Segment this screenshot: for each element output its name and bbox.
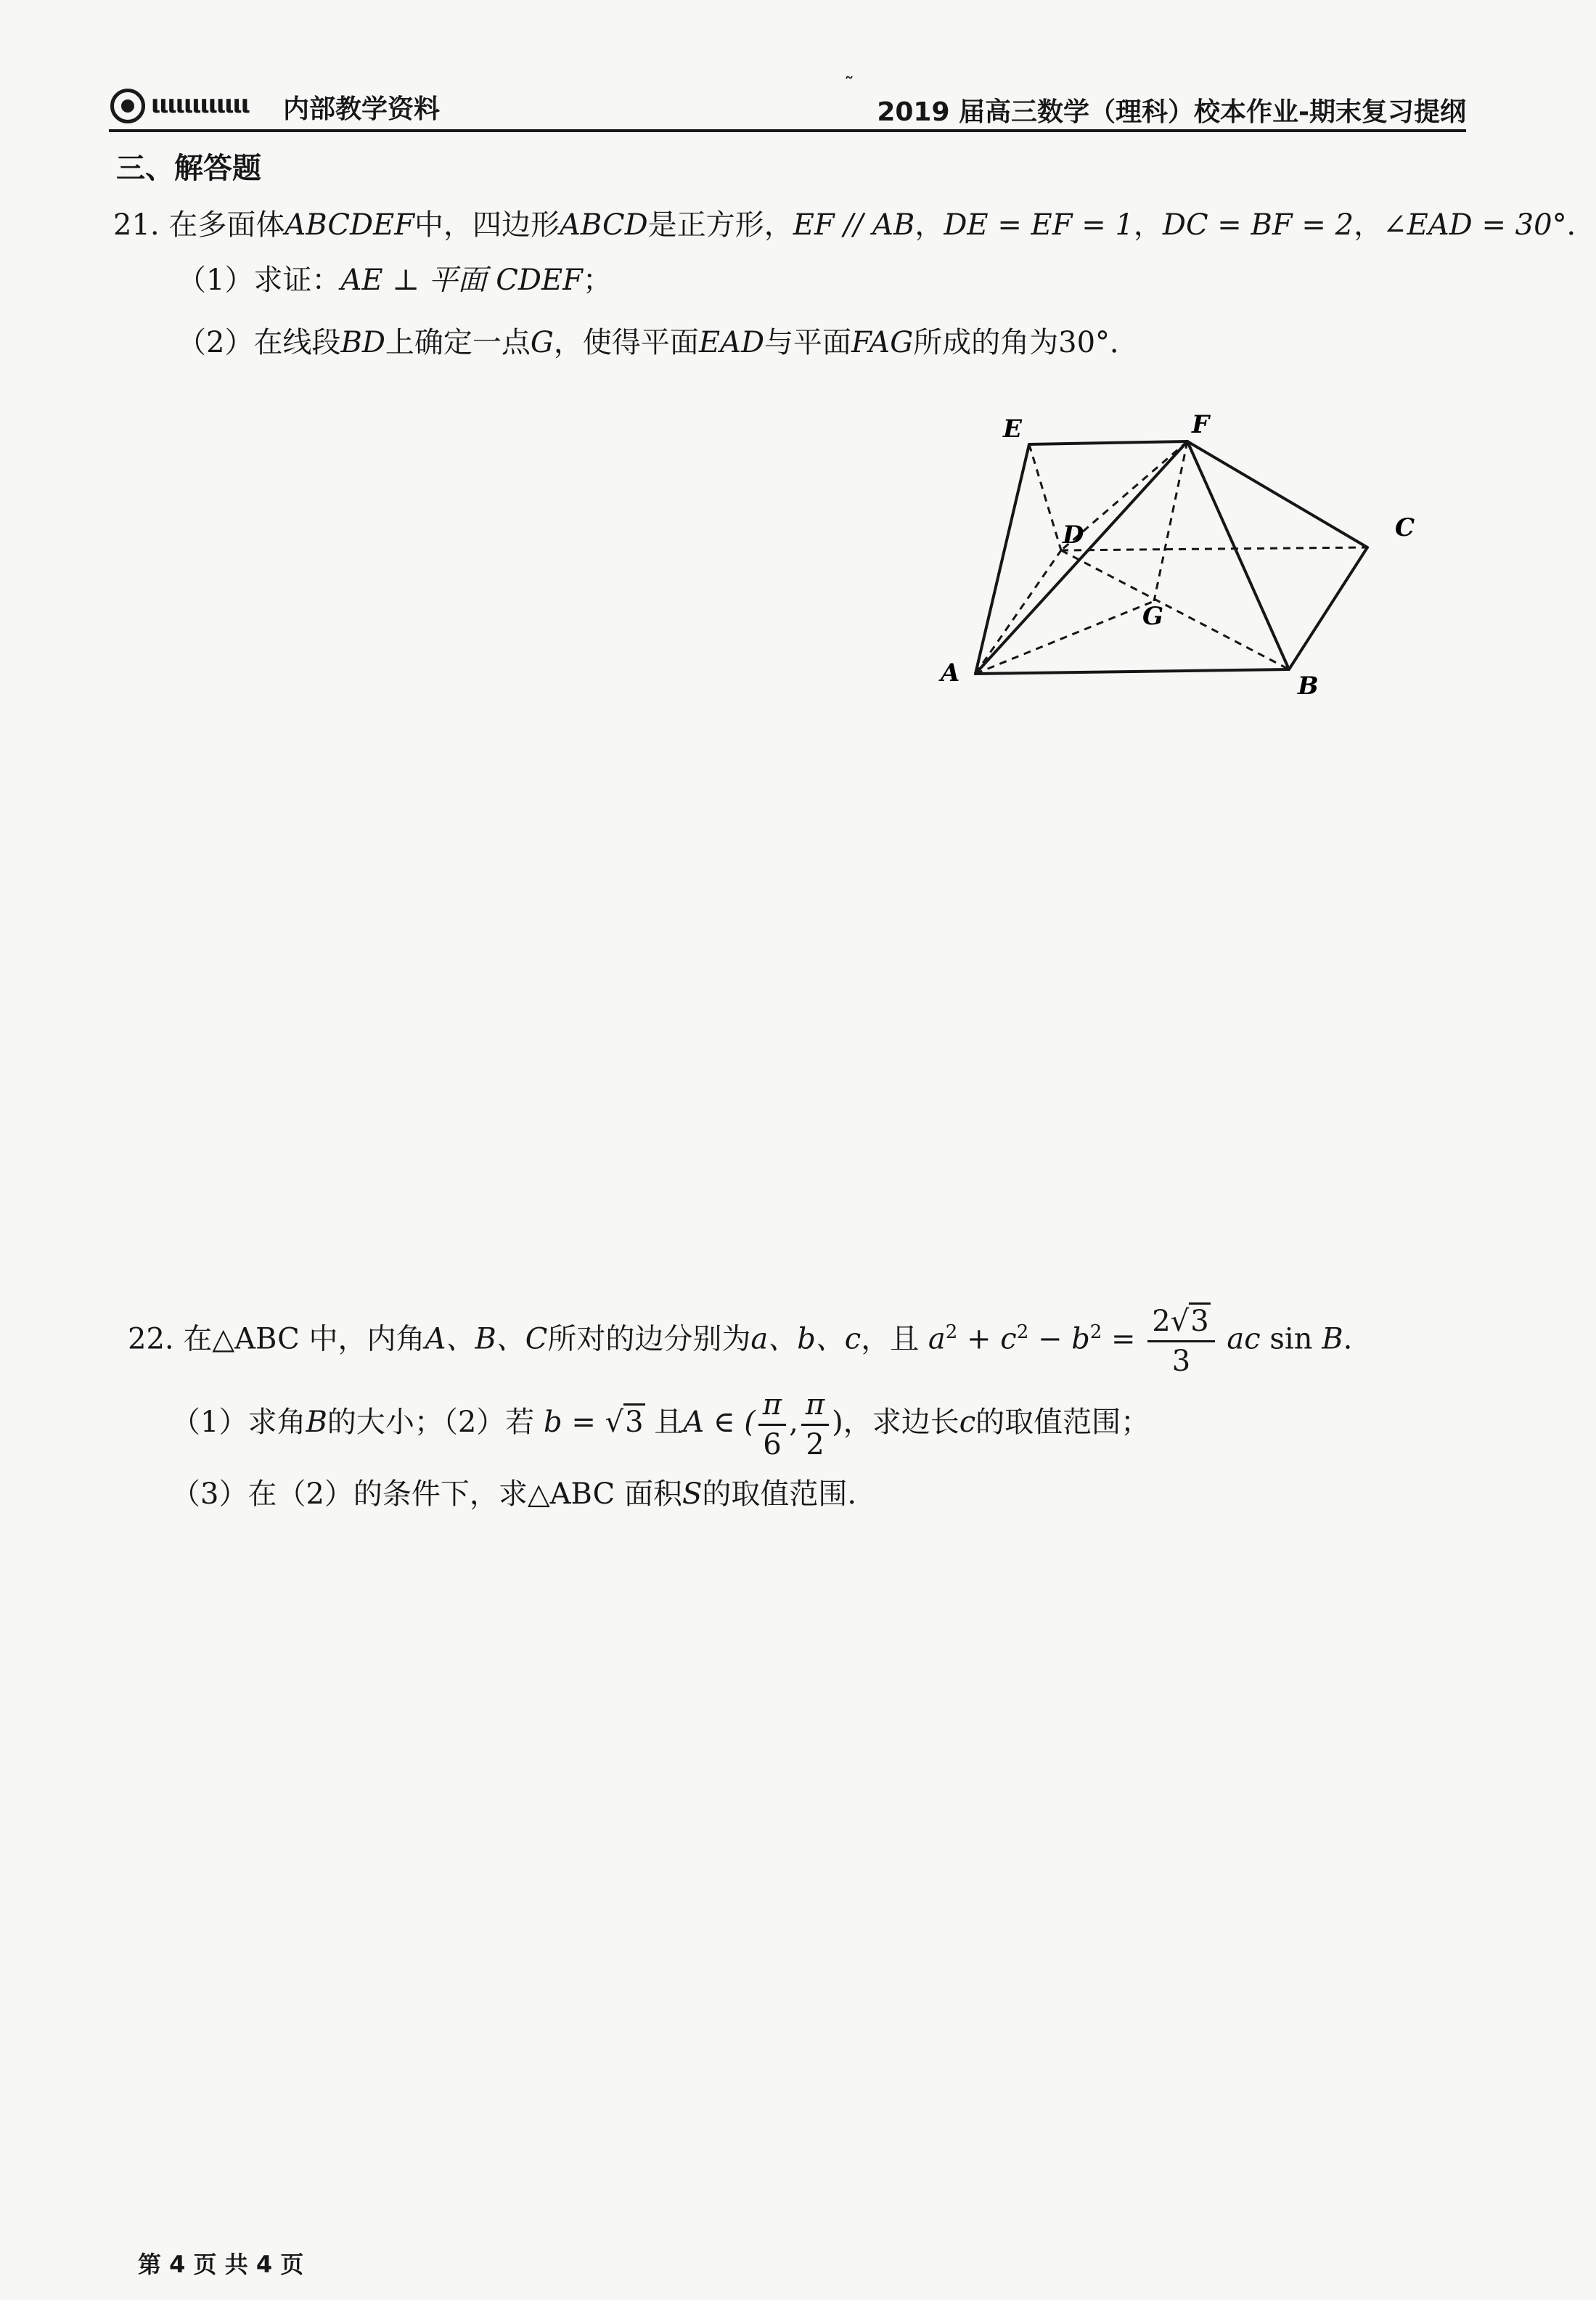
header-mark: ˜: [844, 73, 854, 97]
edge-FB: [1187, 441, 1289, 669]
label-A: A: [941, 658, 960, 688]
page-number: 第 4 页 共 4 页: [138, 2251, 304, 2278]
school-logo-text: ιιιιιιιιιιιι: [151, 90, 249, 119]
edge-DB: [1061, 550, 1289, 669]
q22-part3: （3）在（2）的条件下，求△ABC 面积S的取值范围.: [171, 1477, 857, 1511]
edge-EF: [1029, 441, 1187, 444]
edge-EA: [975, 444, 1029, 674]
label-D: D: [1063, 521, 1084, 550]
edge-AD: [975, 550, 1061, 674]
q22-frac-pi-2: $\frac{\pi}{2}$: [801, 1390, 829, 1459]
q21-part2: （2）在线段BD上确定一点G，使得平面EAD与平面FAG所成的角为30°．: [177, 326, 1139, 359]
header-divider: [109, 129, 1466, 132]
edge-ED: [1029, 444, 1061, 550]
label-G: G: [1142, 602, 1164, 631]
q22-statement: 22. 在△ABC 中，内角A、B、C所对的边分别为a、b、c，且 $a^2 + c^2 - b^2$ = $\frac{2√3}{3}$ ac sin B.: [128, 1292, 1352, 1372]
label-E: E: [1003, 415, 1022, 444]
header-left-label: 内部教学资料: [283, 94, 441, 124]
section-title: 三、解答题: [116, 152, 261, 185]
school-logo-icon: [110, 89, 145, 123]
q22-parts-1-2: （1）求角B的大小；（2）若 b = √3 且A ∈ ( $\frac{\pi}{6}$ , $\frac{\pi}{2}$ )，求边长c的取值范围；: [171, 1387, 1150, 1461]
label-C: C: [1395, 513, 1415, 542]
q22-frac-pi-6: $\frac{\pi}{6}$: [758, 1390, 786, 1459]
edge-FC: [1187, 441, 1367, 547]
polyhedron-figure: [929, 407, 1481, 711]
edge-DC: [1061, 547, 1367, 550]
edge-BC: [1289, 547, 1367, 669]
edge-FG: [1154, 441, 1187, 601]
label-F: F: [1192, 410, 1210, 439]
edge-FA: [975, 441, 1187, 674]
q22-fraction: $\frac{2√3}{3}$: [1147, 1307, 1214, 1376]
header-title: 2019 届高三数学（理科）校本作业-期末复习提纲: [877, 97, 1466, 127]
q21-statement: 21. 在多面体ABCDEF中，四边形ABCD是正方形，EF // AB，DE = EF = 1，DC = BF = 2，∠EAD = 30°．: [113, 208, 1596, 242]
edge-AG: [975, 601, 1154, 674]
q21-part1: （1）求证：AE ⊥ 平面 CDEF；: [177, 264, 612, 297]
label-B: B: [1298, 672, 1319, 701]
edge-AB: [975, 669, 1289, 674]
